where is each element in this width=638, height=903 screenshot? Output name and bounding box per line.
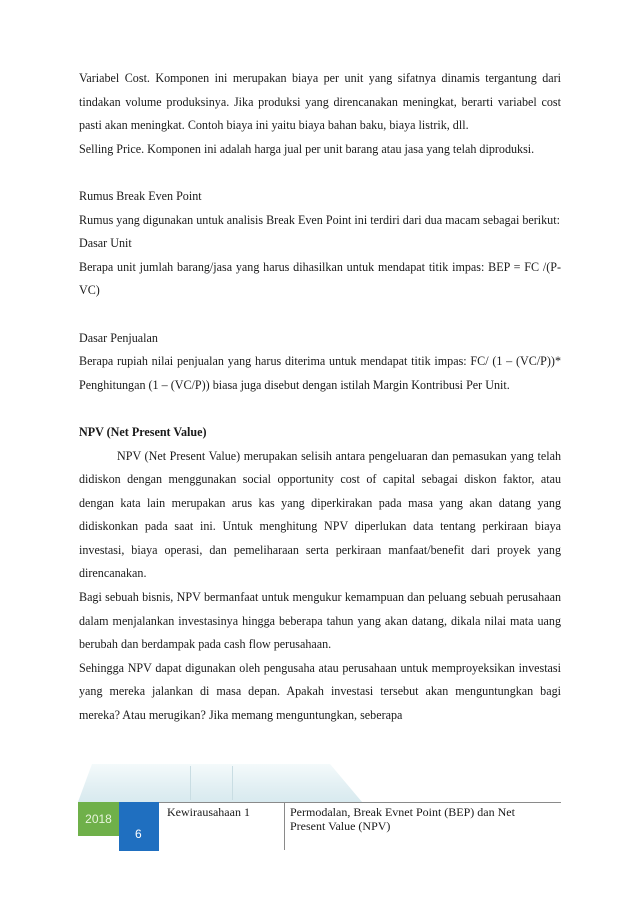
blank-line [79,161,561,185]
footer-course-title: Kewirausahaan 1 [167,805,250,819]
paragraph-npv-projection: Sehingga NPV dapat digunakan oleh pengusaha atau perusahaan untuk memproyeksikan investasi yang mereka jalankan di masa depan. Apakah investasi tersebut akan menguntungkan bagi mereka? Atau merugikan? Jika memang menguntungkan, seberapa [79,660,561,723]
footer-decoration [78,764,362,802]
footer-page-badge [119,802,159,851]
footer-decoration-wedge [78,764,92,802]
footer-chapter-title: Permodalan, Break Evnet Point (BEP) dan Net Present Value (NPV) [290,805,515,833]
footer-decoration-wedge [330,764,362,802]
paragraph-dasar-unit: Berapa unit jumlah barang/jasa yang harus dihasilkan untuk mendapat titik impas: BEP = FC /(P-VC) [79,259,561,298]
paragraph-rumus-intro: Rumus yang digunakan untuk analisis Break Even Point ini terdiri dari dua macam sebagai berikut: [79,212,560,227]
blank-line [79,303,561,327]
subheading-dasar-unit: Dasar Unit [79,236,132,251]
footer-decoration-line [232,766,233,800]
footer-year-badge [78,802,119,836]
paragraph-variable-cost: Variabel Cost. Komponen ini merupakan biaya per unit yang sifatnya dinamis tergantung dari tindakan volume produksinya. Jika produksi yang direncanakan meningkat, berarti variabel cost pasti akan meningkat. Contoh biaya ini yaitu biaya bahan baku, biaya listrik, dll. [79,71,561,133]
footer-decoration-line [190,766,191,800]
paragraph-dasar-penjualan: Berapa rupiah nilai penjualan yang harus diterima untuk mendapat titik impas: FC/ (1 – (VC/P))* Penghitungan (1 – (VC/P)) biasa juga disebut dengan istilah Margin Kontribusi Per Unit. [79,354,561,392]
page-number: 6 [135,827,142,841]
footer-divider [284,802,285,850]
paragraph-npv-benefit: Bagi sebuah bisnis, NPV bermanfaat untuk mengukur kemampuan dan peluang sebuah perusahaan dalam menjalankan investasinya hingga beberapa tahun yang akan datang, dikala nilai mata uang berubah dan berdampak pada cash flow perusahaan. [79,590,561,652]
page-footer [0,764,638,903]
paragraph-npv-definition: NPV (Net Present Value) merupakan selisih antara pengeluaran dan pemasukan yang telah didiskon dengan menggunakan social opportunity cost of capital sebagai diskon faktor, atau dengan kata lain merupakan arus kas yang diperkirakan pada masa yang akan datang yang didiskonkan pada saat ini. Untuk menghitung NPV diperlukan data tentang perkiraan biaya investasi, biaya operasi, dan pemeliharaan serta perkiraan manfaat/benefit dari proyek yang direncanakan. [79,448,561,581]
paragraph-selling-price: Selling Price. Komponen ini adalah harga jual per unit barang atau jasa yang telah diproduksi. [79,141,535,156]
subheading-dasar-penjualan: Dasar Penjualan [79,330,158,345]
subheading-rumus-bep: Rumus Break Even Point [79,188,202,203]
blank-line [79,397,561,421]
footer-year: 2018 [85,812,112,826]
section-heading-npv: NPV (Net Present Value) [79,424,207,439]
document-body [79,67,561,728]
